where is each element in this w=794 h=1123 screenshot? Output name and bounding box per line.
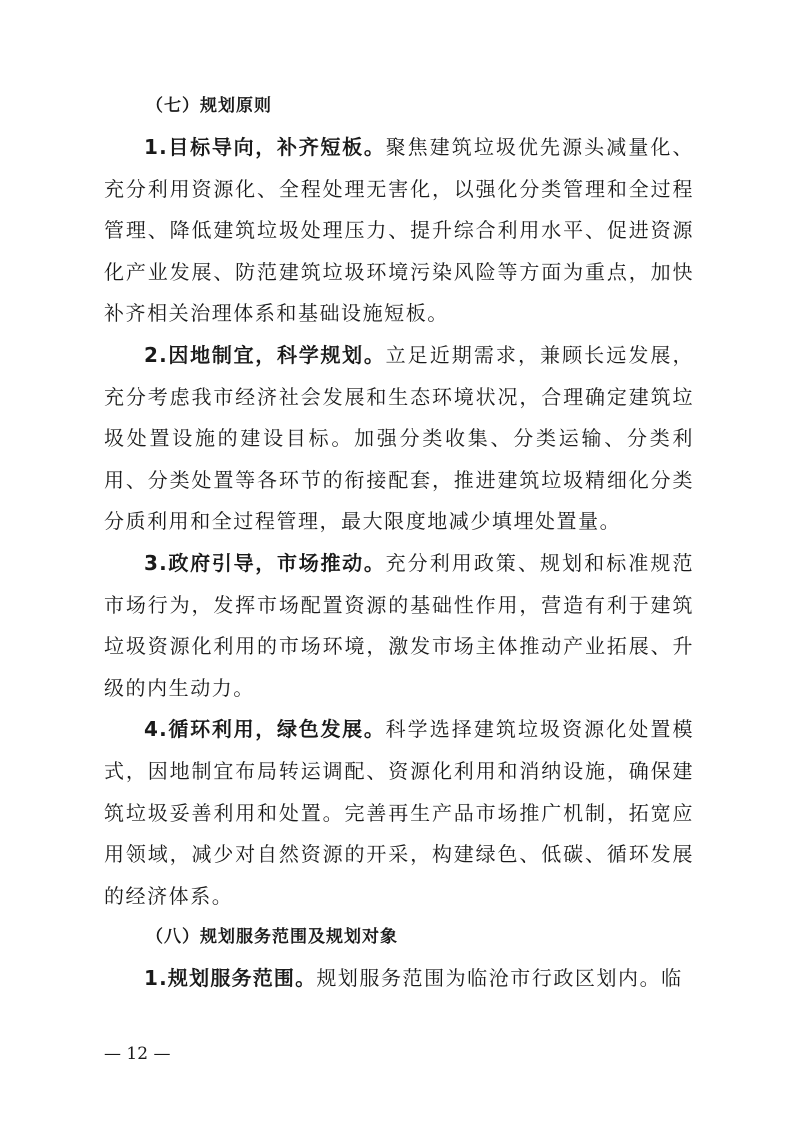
principle-4: [104, 709, 694, 917]
principle-3-lead: 3.政府引导，市场推动。: [144, 550, 386, 575]
principle-3-text: 充分利用政策、规划和标准规范市场行为，发挥市场配置资源的基础性作用，营造有利于建筑垃圾资源化利用的市场环境，激发市场主体推动产业拓展、升级的内生动力。: [104, 550, 694, 700]
scope-1: [104, 958, 694, 1000]
principle-4-lead: 4.循环利用，绿色发展。: [144, 717, 386, 742]
principle-1-text: 聚焦建筑垃圾优先源头减量化、充分利用资源化、全程处理无害化，以强化分类管理和全过程管理、降低建筑垃圾处理压力、提升综合利用水平、促进资源化产业发展、防范建筑垃圾环境污染风险等方面为重点，加快补齐相关治理体系和基础设施短板。: [104, 135, 694, 326]
section-8-heading: （八）规划服务范围及规划对象: [146, 927, 398, 948]
scope-1-text: 规划服务范围为临沧市行政区划内。临: [316, 966, 683, 991]
principle-1: [104, 127, 694, 335]
page-number: — 12 —: [104, 1044, 171, 1064]
section-7-heading: （七）规划原则: [146, 96, 272, 116]
principle-1-lead: 1.目标导向，补齐短板。: [144, 135, 386, 159]
principle-2-text: 立足近期需求，兼顾长远发展，充分考虑我市经济社会发展和生态环境状况，合理确定建筑垃圾处置设施的建设目标。加强分类收集、分类运输、分类利用、分类处置等各环节的衔接配套，推进建筑垃圾精细化分类分质利用和全过程管理，最大限度地减少填埋处置量。: [104, 342, 694, 534]
principle-2: [104, 335, 694, 543]
principle-3: [104, 543, 694, 709]
scope-1-lead: 1.规划服务范围。: [144, 966, 317, 991]
principle-2-lead: 2.因地制宜，科学规划。: [144, 342, 386, 367]
principle-4-text: 科学选择建筑垃圾资源化处置模式，因地制宜布局转运调配、资源化利用和消纳设施，确保建筑垃圾妥善利用和处置。完善再生产品市场推广机制，拓宽应用领域，减少对自然资源的开采，构建绿色、低碳、循环发展的经济体系。: [104, 717, 694, 908]
